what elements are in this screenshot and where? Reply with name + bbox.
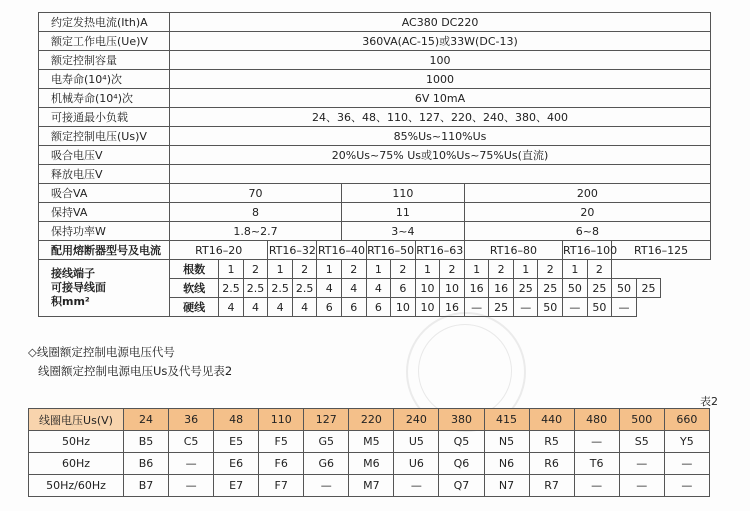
code-value: E5 (214, 431, 259, 453)
code-voltage: 240 (394, 409, 439, 431)
coil-row (39, 222, 711, 241)
coil-value: 1.8~2.7 (170, 222, 342, 241)
terminal-value: 50 (538, 298, 563, 317)
spec-label: 吸合电压V (39, 146, 170, 165)
code-header-row (29, 409, 710, 431)
terminal-value: 4 (219, 298, 244, 317)
coil-label: 保持功率W (39, 222, 170, 241)
spec-value: 100 (170, 51, 711, 70)
terminal-value: 2 (243, 260, 268, 279)
spec-value: 24、36、48、110、127、220、240、380、400 (170, 108, 711, 127)
spec-row (39, 108, 711, 127)
code-value: — (619, 453, 664, 475)
terminal-value: 6 (366, 298, 391, 317)
coil-code-table (28, 408, 710, 497)
coil-value: 20 (464, 203, 710, 222)
terminal-value: — (612, 298, 637, 317)
coil-value: 6~8 (464, 222, 710, 241)
spec-value (170, 165, 711, 184)
code-voltage: 660 (664, 409, 709, 431)
terminal-value: 6 (341, 298, 366, 317)
code-voltage: 380 (439, 409, 484, 431)
code-row (29, 453, 710, 475)
code-value: — (664, 475, 709, 497)
code-value: — (574, 431, 619, 453)
fuse-model: RT16–100 (563, 241, 612, 260)
code-value: F6 (259, 453, 304, 475)
coil-value: 3~4 (341, 222, 464, 241)
spec-label: 可接通最小负载 (39, 108, 170, 127)
terminal-value: 50 (587, 298, 612, 317)
coil-code-subtext: 线圈额定控制电源电压Us及代号见表2 (38, 364, 233, 378)
code-value: — (619, 475, 664, 497)
fuse-row (39, 241, 711, 260)
code-voltage: 110 (259, 409, 304, 431)
code-value: — (169, 453, 214, 475)
fuse-model: RT16–50 (366, 241, 415, 260)
code-value: F5 (259, 431, 304, 453)
code-voltage: 24 (124, 409, 169, 431)
spec-label: 额定控制电压(Us)V (39, 127, 170, 146)
terminal-value: 2.5 (268, 279, 293, 298)
code-header-label: 线圈电压Us(V) (29, 409, 124, 431)
terminal-value: 2 (440, 260, 465, 279)
spec-label: 机械寿命(10⁴)次 (39, 89, 170, 108)
code-value: B7 (124, 475, 169, 497)
code-voltage: 127 (304, 409, 349, 431)
code-value: N7 (484, 475, 529, 497)
fuse-label: 配用熔断器型号及电流 (39, 241, 170, 260)
terminal-value: 6 (317, 298, 342, 317)
code-value: F7 (259, 475, 304, 497)
code-value: Q5 (439, 431, 484, 453)
terminal-value: 25 (587, 279, 612, 298)
terminal-value: 25 (538, 279, 563, 298)
spec-value: 360VA(AC-15)或33W(DC-13) (170, 32, 711, 51)
terminal-value: 16 (464, 279, 489, 298)
terminal-value: 6 (391, 279, 416, 298)
terminal-value: 2 (391, 260, 416, 279)
fuse-model: RT16–80 (464, 241, 562, 260)
coil-value: 70 (170, 184, 342, 203)
terminal-value: 16 (440, 298, 465, 317)
spec-row (39, 70, 711, 89)
spec-label: 电寿命(10⁴)次 (39, 70, 170, 89)
code-value: G5 (304, 431, 349, 453)
terminal-value: 1 (464, 260, 489, 279)
fuse-model: RT16–32 (268, 241, 317, 260)
terminal-value: 1 (219, 260, 244, 279)
spec-label: 额定控制容量 (39, 51, 170, 70)
terminal-value: 1 (317, 260, 342, 279)
code-value: Q6 (439, 453, 484, 475)
terminal-row (39, 260, 711, 279)
code-value: — (664, 453, 709, 475)
terminal-value: 25 (636, 279, 661, 298)
terminal-value: 1 (563, 260, 588, 279)
code-value: E6 (214, 453, 259, 475)
coil-code-heading: ◇线圈额定控制电源电压代号 (28, 345, 175, 359)
code-value: M6 (349, 453, 394, 475)
coil-value: 110 (341, 184, 464, 203)
terminal-sublabel: 根数 (170, 260, 219, 279)
code-voltage: 415 (484, 409, 529, 431)
coil-label: 吸合VA (39, 184, 170, 203)
code-value: — (169, 475, 214, 497)
terminal-value: 1 (268, 260, 293, 279)
coil-value: 8 (170, 203, 342, 222)
terminal-value: 16 (489, 279, 514, 298)
code-value: U5 (394, 431, 439, 453)
code-frequency: 50Hz (29, 431, 124, 453)
code-value: R5 (529, 431, 574, 453)
code-value: E7 (214, 475, 259, 497)
code-value: Y5 (664, 431, 709, 453)
fuse-model: RT16–63 (415, 241, 464, 260)
spec-row (39, 32, 711, 51)
terminal-label-line: 积mm² (51, 295, 90, 308)
code-value: N6 (484, 453, 529, 475)
code-value: — (394, 475, 439, 497)
fuse-model: RT16–40 (317, 241, 366, 260)
terminal-value: 1 (513, 260, 538, 279)
code-value: T6 (574, 453, 619, 475)
terminal-value: 2 (341, 260, 366, 279)
code-voltage: 480 (574, 409, 619, 431)
terminal-value: 50 (563, 279, 588, 298)
terminal-value: 2 (292, 260, 317, 279)
terminal-value: 50 (612, 279, 637, 298)
spec-table (38, 12, 711, 317)
code-voltage: 440 (529, 409, 574, 431)
code-row (29, 475, 710, 497)
terminal-value: 4 (366, 279, 391, 298)
code-voltage: 500 (619, 409, 664, 431)
terminal-value: — (513, 298, 538, 317)
terminal-value: 2.5 (219, 279, 244, 298)
terminal-value: 10 (391, 298, 416, 317)
spec-label: 约定发热电流(Ith)A (39, 13, 170, 32)
spec-row (39, 146, 711, 165)
code-value: M7 (349, 475, 394, 497)
spec-value: 1000 (170, 70, 711, 89)
terminal-value: 4 (317, 279, 342, 298)
code-value: B6 (124, 453, 169, 475)
code-value: R7 (529, 475, 574, 497)
terminal-label-line: 接线端子 (51, 267, 95, 280)
coil-row (39, 184, 711, 203)
terminal-value: 4 (243, 298, 268, 317)
terminal-value: 4 (292, 298, 317, 317)
spec-row (39, 13, 711, 32)
code-row (29, 431, 710, 453)
terminal-value: — (563, 298, 588, 317)
terminal-value: — (464, 298, 489, 317)
terminal-value: 1 (366, 260, 391, 279)
spec-row (39, 89, 711, 108)
terminal-value: 10 (415, 298, 440, 317)
code-value: — (304, 475, 349, 497)
coil-value: 200 (464, 184, 710, 203)
coil-value: 11 (341, 203, 464, 222)
coil-row (39, 203, 711, 222)
code-frequency: 50Hz/60Hz (29, 475, 124, 497)
code-value: G6 (304, 453, 349, 475)
code-value: B5 (124, 431, 169, 453)
code-value: R6 (529, 453, 574, 475)
spec-row (39, 127, 711, 146)
terminal-sublabel: 硬线 (170, 298, 219, 317)
terminal-value: 2 (538, 260, 563, 279)
terminal-value: 1 (415, 260, 440, 279)
terminal-value: 2 (587, 260, 612, 279)
terminal-label-line: 可接导线面 (51, 281, 106, 294)
fuse-model: RT16–125 (612, 241, 711, 260)
terminal-value: 25 (513, 279, 538, 298)
spec-value: AC380 DC220 (170, 13, 711, 32)
spec-label: 额定工作电压(Ue)V (39, 32, 170, 51)
spec-value: 20%Us~75% Us或10%Us~75%Us(直流) (170, 146, 711, 165)
code-value: M5 (349, 431, 394, 453)
code-value: N5 (484, 431, 529, 453)
terminal-value: 2.5 (292, 279, 317, 298)
code-voltage: 48 (214, 409, 259, 431)
spec-value: 85%Us~110%Us (170, 127, 711, 146)
terminal-value: 10 (440, 279, 465, 298)
terminal-value: 4 (341, 279, 366, 298)
code-frequency: 60Hz (29, 453, 124, 475)
code-value: U6 (394, 453, 439, 475)
code-value: S5 (619, 431, 664, 453)
fuse-model: RT16–20 (170, 241, 268, 260)
code-value: Q7 (439, 475, 484, 497)
code-value: — (574, 475, 619, 497)
coil-label: 保持VA (39, 203, 170, 222)
terminal-value: 2 (489, 260, 514, 279)
code-value: C5 (169, 431, 214, 453)
spec-label: 释放电压V (39, 165, 170, 184)
spec-row (39, 165, 711, 184)
terminal-value: 4 (268, 298, 293, 317)
terminal-value: 25 (489, 298, 514, 317)
table-tag: 表2 (700, 395, 718, 408)
terminal-sublabel: 软线 (170, 279, 219, 298)
code-voltage: 36 (169, 409, 214, 431)
terminal-label (39, 260, 170, 317)
spec-value: 6V 10mA (170, 89, 711, 108)
spec-row (39, 51, 711, 70)
terminal-value: 2.5 (243, 279, 268, 298)
terminal-value: 10 (415, 279, 440, 298)
code-voltage: 220 (349, 409, 394, 431)
